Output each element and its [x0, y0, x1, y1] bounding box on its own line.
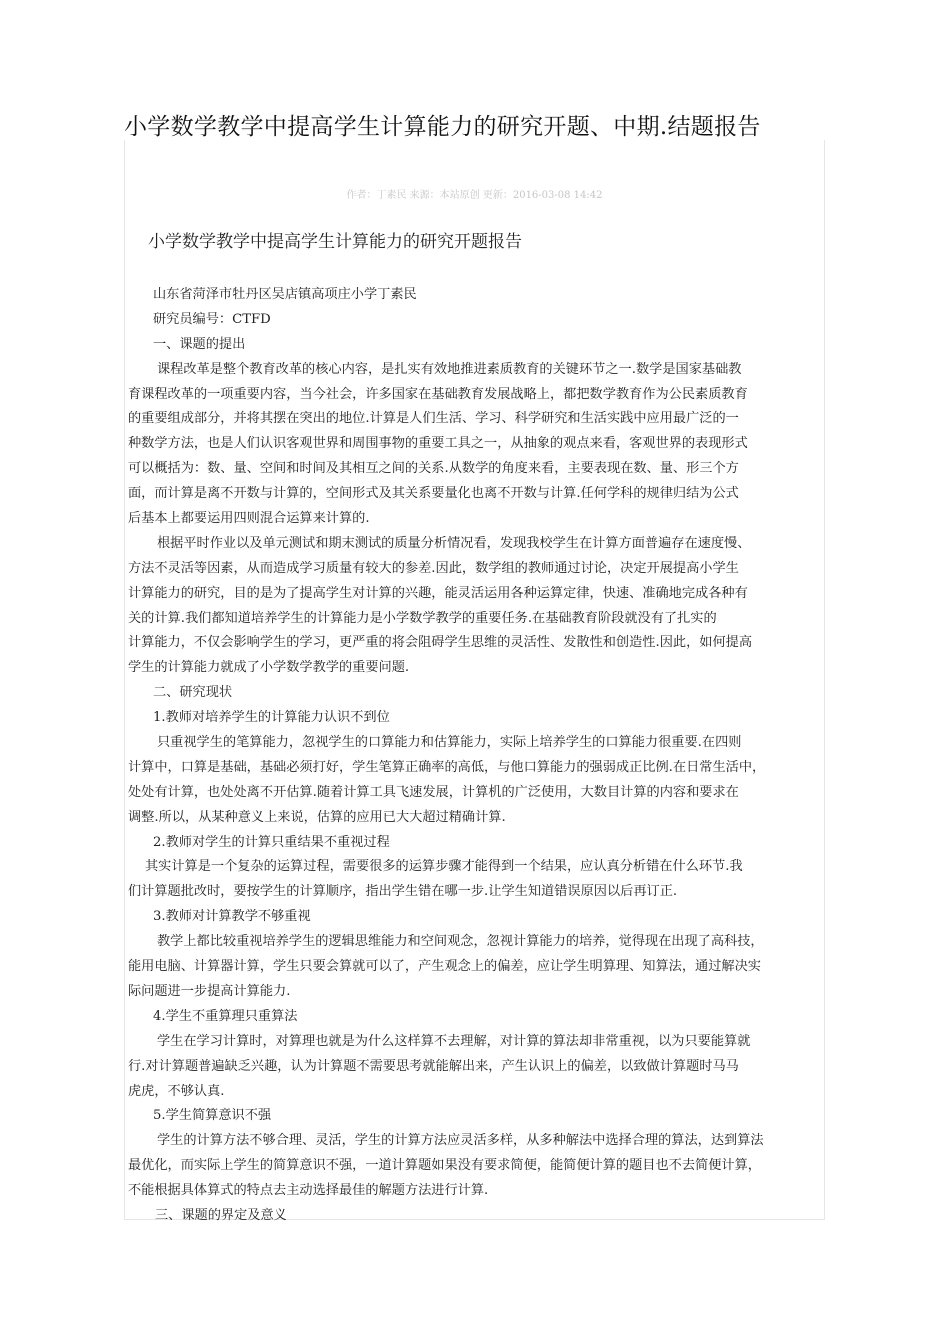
- author-line: 山东省菏泽市牡丹区吴店镇高项庄小学丁素民: [153, 287, 417, 302]
- paragraph-line: 教学上都比较重视培养学生的逻辑思维能力和空间观念，忽视计算能力的培养，觉得现在出现了高科技，: [157, 934, 764, 950]
- subsection-heading: 2.教师对学生的计算只重结果不重视过程: [153, 834, 390, 850]
- paragraph-line: 学生的计算方法不够合理、灵活，学生的计算方法应灵活多样，从多种解法中选择合理的算法，达到算法: [157, 1133, 764, 1149]
- page-title: 小学数学教学中提高学生计算能力的研究开题、中期.结题报告: [124, 114, 761, 140]
- paragraph-line: 最优化，而实际上学生的简算意识不强，一道计算题如果没有要求简便，能简便计算的题目也不去简便计算，: [128, 1158, 761, 1174]
- paragraph-line: 可以概括为：数、量、空间和时间及其相互之间的关系.从数学的角度来看，主要表现在数、量、形三个方: [128, 461, 739, 477]
- section-heading: 二、研究现状: [153, 685, 233, 701]
- paragraph-line: 的重要组成部分，并将其摆在突出的地位.计算是人们生活、学习、科学研究和生活实践中应用最广泛的一: [128, 411, 739, 427]
- paragraph-line: 不能根据具体算式的特点去主动选择最佳的解题方法进行计算.: [128, 1183, 489, 1199]
- paragraph-line: 后基本上都要运用四则混合运算来计算的.: [128, 511, 370, 527]
- subsection-heading: 3.教师对计算教学不够重视: [153, 909, 311, 925]
- paragraph-line: 学生的计算能力就成了小学数学教学的重要问题.: [128, 660, 410, 676]
- paragraph-line: 面，而计算是离不开数与计算的，空间形式及其关系要量化也离不开数与计算.任何学科的规律归结为公式: [128, 486, 739, 502]
- paragraph-line: 计算中，口算是基础，基础必须打好，学生笔算正确率的高低，与他口算能力的强弱成正比例.在日常生活中，: [128, 759, 766, 775]
- subsection-heading: 1.教师对培养学生的计算能力认识不到位: [153, 710, 390, 726]
- paragraph-line: 能用电脑、计算器计算，学生只要会算就可以了，产生观念上的偏差，应让学生明算理、知算法，通过解决实: [128, 959, 761, 975]
- paragraph-line: 其实计算是一个复杂的运算过程，需要很多的运算步骤才能得到一个结果，应认真分析错在什么环节.我: [145, 859, 743, 875]
- paragraph-line: 计算能力，不仅会影响学生的学习，更严重的将会阻碍学生思维的灵活性、发散性和创造性.因此，如何提高: [128, 635, 753, 651]
- paragraph-line: 只重视学生的笔算能力，忽视学生的口算能力和估算能力，实际上培养学生的口算能力很重要.在四则: [157, 735, 742, 751]
- paragraph-line: 虎虎，不够认真.: [128, 1083, 225, 1099]
- paragraph-line: 根据平时作业以及单元测试和期末测试的质量分析情况看，发现我校学生在计算方面普遍存在速度慢、: [157, 535, 751, 551]
- article-body: [128, 283, 824, 1229]
- paragraph-line: 处处有计算，也处处离不开估算.随着计算工具飞速发展，计算机的广泛使用，大数目计算的内容和要求在: [128, 784, 739, 800]
- paragraph-line: 方法不灵活等因素，从而造成学习质量有较大的参差.因此，数学组的教师通过讨论，决定开展提高小学生: [128, 560, 739, 576]
- researcher-id-line: 研究员编号：CTFD: [153, 311, 271, 327]
- paragraph-line: 关的计算.我们都知道培养学生的计算能力是小学数学教学的重要任务.在基础教育阶段就没有了扎实的: [128, 610, 717, 626]
- paragraph-line: 育课程改革的一项重要内容，当今社会，许多国家在基础教育发展战略上，都把数学教育作为公民素质教育: [128, 386, 748, 402]
- paragraph-line: 种数学方法，也是人们认识客观世界和周围事物的重要工具之一，从抽象的观点来看，客观世界的表现形式: [128, 436, 748, 452]
- section-heading: 一、课题的提出: [153, 336, 246, 352]
- paragraph-line: 调整.所以，从某种意义上来说，估算的应用已大大超过精确计算.: [128, 809, 506, 825]
- paragraph-line: 行.对计算题普遍缺乏兴趣，认为计算题不需要思考就能解出来，产生认识上的偏差，以致做计算题时马马: [128, 1058, 739, 1074]
- subsection-heading: 5.学生简算意识不强: [153, 1108, 272, 1124]
- paragraph-line: 学生在学习计算时，对算理也就是为什么这样算不去理解，对计算的算法却非常重视，以为只要能算就: [157, 1033, 751, 1049]
- report-subtitle: 小学数学教学中提高学生计算能力的研究开题报告: [148, 232, 522, 252]
- paragraph-line: 们计算题批改时，要按学生的计算顺序，指出学生错在哪一步.让学生知道错误原因以后再订正.: [128, 884, 678, 900]
- subsection-heading: 4.学生不重算理只重算法: [153, 1008, 298, 1024]
- paragraph-line: 课程改革是整个教育改革的核心内容，是扎实有效地推进素质教育的关键环节之一.数学是国家基础教: [157, 361, 742, 377]
- paragraph-line: 际问题进一步提高计算能力.: [128, 983, 291, 999]
- article-meta: 作者：丁素民 来源：本站原创 更新：2016-03-08 14:42: [346, 190, 603, 201]
- paragraph-line: 计算能力的研究，目的是为了提高学生对计算的兴趣，能灵活运用各种运算定律，快速、准确地完成各种有: [128, 585, 748, 601]
- section-heading: 三、课题的界定及意义: [155, 1207, 287, 1223]
